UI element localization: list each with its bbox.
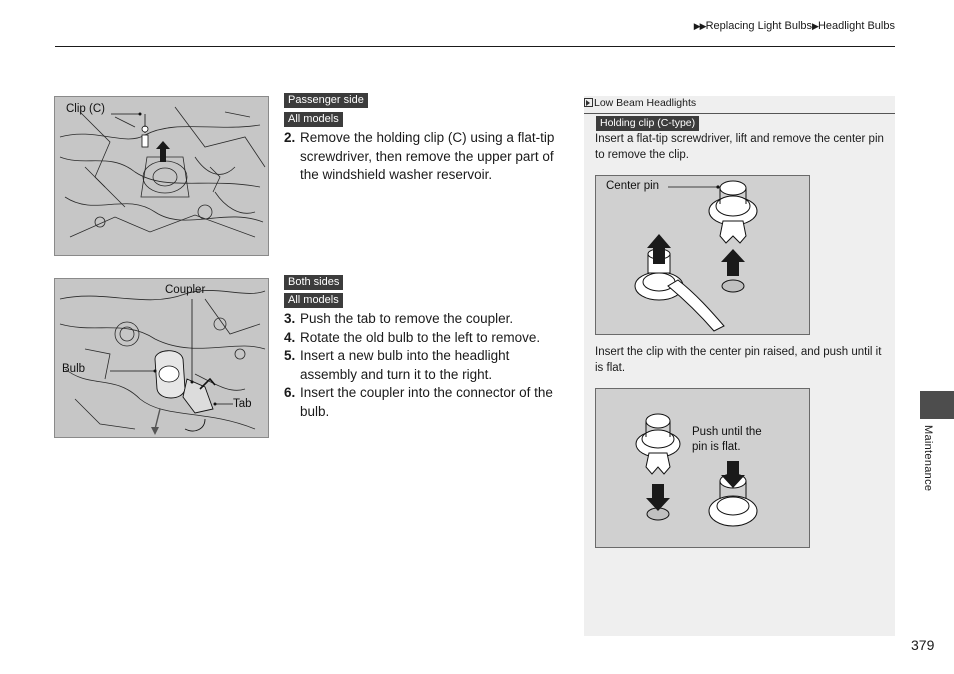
breadcrumb [694, 20, 895, 32]
breadcrumb-arrows: ▶▶ [693, 21, 706, 31]
bulb-label: Bulb [62, 363, 86, 375]
step-text: Remove the holding clip (C) using a flat-tip screwdriver, then remove the upper part of the windshield washer reservoir. [300, 130, 555, 182]
step-text: Insert a new bulb into the headlight assembly and turn it to the right. [300, 348, 510, 382]
step-text: Push the tab to remove the coupler. [300, 311, 514, 326]
chapter-tab-label[interactable] [921, 425, 935, 515]
step-number: 6. [284, 385, 296, 400]
step-text: Insert the coupler into the connector of the bulb. [300, 385, 553, 419]
breadcrumb-separator: ▶ [812, 21, 818, 31]
coupler-label: Coupler [165, 284, 206, 296]
breadcrumb-page[interactable]: Headlight Bulbs [817, 20, 895, 32]
breadcrumb-section[interactable]: Replacing Light Bulbs [705, 20, 813, 32]
push-flat-label-line1: Push until the [692, 426, 762, 438]
sidebar-text-insert: Insert the clip with the center pin raised, and push until it is flat. [595, 346, 882, 374]
page-number: 379 [911, 637, 935, 653]
step-text: Rotate the old bulb to the left to remove. [300, 329, 541, 345]
step-item [284, 129, 566, 185]
tag-all-models-2: All models [284, 293, 343, 308]
clip-remove-illustration [596, 176, 809, 334]
steps-block-1 [284, 129, 566, 185]
reference-title[interactable] [584, 97, 696, 109]
header-rule [55, 46, 895, 47]
engine-bay-illustration-2 [55, 279, 268, 437]
step-number: 5. [284, 348, 296, 363]
step-number: 2. [284, 130, 296, 145]
step-number: 3. [284, 311, 296, 326]
clip-insert-illustration [596, 389, 809, 547]
figure-clip-photo [54, 96, 269, 256]
figure-center-pin-remove [595, 175, 810, 335]
reference-title-text: Low Beam Headlights [594, 97, 697, 109]
step-item [284, 384, 566, 421]
clip-label: Clip (C) [66, 103, 105, 115]
reference-arrow-icon [584, 98, 593, 107]
engine-bay-illustration-1 [55, 97, 268, 255]
tag-passenger-side: Passenger side [284, 93, 368, 108]
sidebar-text-remove: Insert a flat-tip screwdriver, lift and remove the center pin to remove the clip. [595, 133, 884, 161]
step-item [284, 310, 566, 329]
figure-bulb-photo [54, 278, 269, 438]
push-flat-label-line2: pin is flat. [692, 441, 741, 453]
chapter-tab-marker[interactable] [920, 391, 954, 419]
reference-header [584, 96, 895, 114]
step-item [284, 347, 566, 384]
step-number: 4. [284, 329, 296, 345]
tag-all-models: All models [284, 112, 343, 127]
steps-block-2 [284, 310, 566, 421]
figure-push-flat [595, 388, 810, 548]
tag-holding-clip: Holding clip (C-type) [596, 116, 699, 131]
center-pin-label: Center pin [606, 180, 660, 192]
tab-label: Tab [233, 398, 252, 410]
step-item [284, 329, 566, 348]
chapter-tab-text: Maintenance [922, 425, 934, 492]
tag-both-sides: Both sides [284, 275, 343, 290]
